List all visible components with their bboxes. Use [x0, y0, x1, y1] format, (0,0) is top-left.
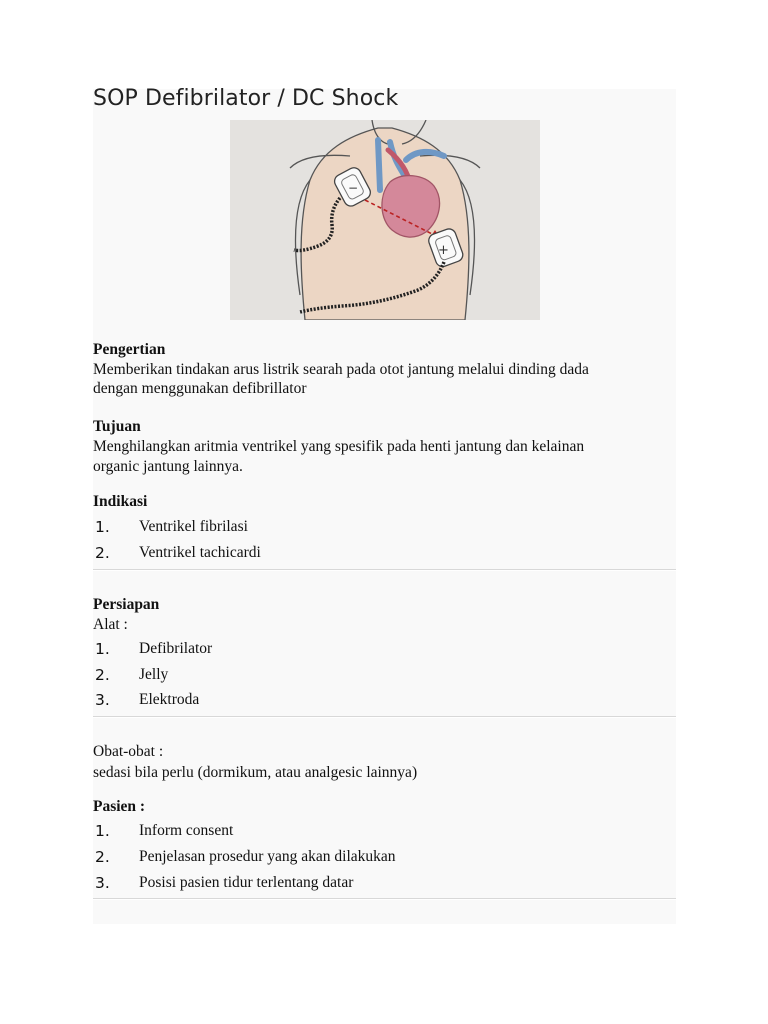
content-panel [93, 900, 676, 924]
tujuan-text-line: Menghilangkan aritmia ventrikel yang spesifik pada henti jantung dan kelainan [93, 438, 585, 455]
list-number: 1. [95, 640, 110, 658]
alat-label: Alat : [93, 616, 128, 633]
list-item: Ventrikel fibrilasi [139, 518, 248, 535]
pengertian-text-line: dengan menggunakan defibrillator [93, 380, 307, 397]
list-number: 3. [95, 691, 110, 709]
list-item: Penjelasan prosedur yang akan dilakukan [139, 848, 396, 865]
list-number: 2. [95, 666, 110, 684]
section-heading-indikasi: Indikasi [93, 493, 148, 510]
obat-text: sedasi bila perlu (dormikum, atau analgesic lainnya) [93, 764, 418, 781]
divider [93, 569, 676, 570]
obat-label: Obat-obat : [93, 743, 164, 760]
page-title: SOP Defibrilator / DC Shock [93, 86, 399, 111]
tujuan-text-line: organic jantung lainnya. [93, 458, 243, 475]
paddle-minus-label: − [348, 181, 359, 195]
divider [93, 716, 676, 717]
divider [93, 898, 676, 899]
list-number: 3. [95, 874, 110, 892]
content-panel [93, 718, 676, 898]
list-item: Posisi pasien tidur terlentang datar [139, 874, 354, 891]
section-heading-pengertian: Pengertian [93, 341, 166, 358]
paddle-plus-label: + [438, 243, 449, 258]
list-number: 2. [95, 848, 110, 866]
section-heading-tujuan: Tujuan [93, 418, 141, 435]
section-heading-pasien: Pasien : [93, 798, 146, 815]
list-item: Ventrikel tachicardi [139, 544, 261, 561]
section-heading-persiapan: Persiapan [93, 596, 160, 613]
list-item: Defibrilator [139, 640, 213, 657]
list-item: Inform consent [139, 822, 234, 839]
list-number: 2. [95, 544, 110, 562]
list-item: Jelly [139, 666, 169, 683]
pengertian-text-line: Memberikan tindakan arus listrik searah pada otot jantung melalui dinding dada [93, 361, 589, 378]
list-item: Elektroda [139, 691, 200, 708]
list-number: 1. [95, 518, 110, 536]
defibrillator-illustration [230, 120, 540, 320]
list-number: 1. [95, 822, 110, 840]
